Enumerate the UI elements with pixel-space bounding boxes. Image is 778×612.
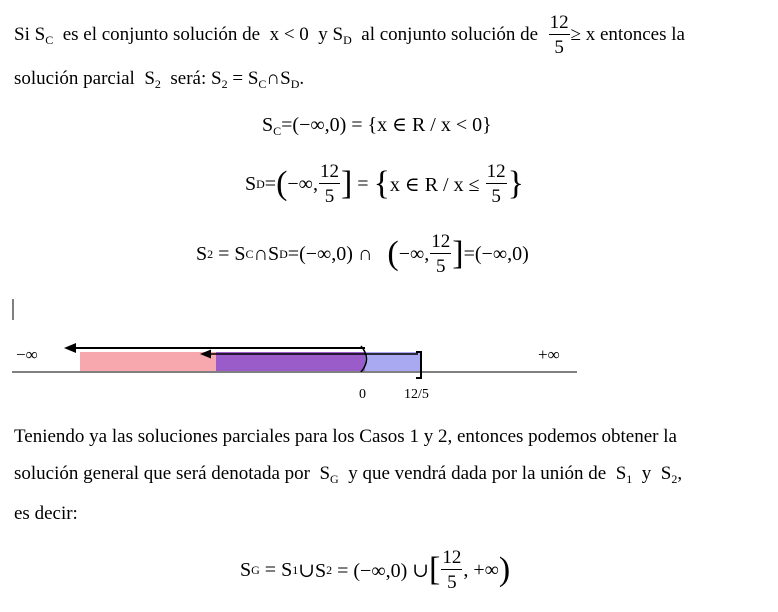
equation-s-g: S G = S 1 ∪S 2 = (−∞,0) ∪ [ $\frac{12}{5}$ , +∞ ) [240, 547, 511, 593]
fraction-12-5: $\frac{12}{5}$ [549, 12, 569, 58]
intro-si: Si [14, 24, 30, 45]
fraction-12-5: $\frac{12}{5}$ [442, 547, 462, 593]
pos-infinity-label: +∞ [538, 345, 560, 364]
paragraph-line-1: Teniendo ya las soluciones parciales para los Casos 1 y 2, entonces podemos obtener la [14, 426, 677, 447]
symbol-s-2: $S_2$ [660, 463, 678, 486]
overlap-interval-fill [216, 352, 365, 371]
paragraph-line-2: solución general que será denotada por $S_G$ y que vendrá dada por la unión de $S_1$ y $S_2$, [14, 463, 683, 486]
tick-label-zero: 0 [359, 387, 366, 402]
intro-text-1: es el conjunto solución de [62, 24, 261, 45]
condition-x-lt-0: x < 0 [269, 24, 309, 45]
s-c-arrow-head [64, 343, 76, 353]
fraction-12-5: $\frac{12}{5}$ [486, 161, 506, 207]
equation-s-2: S 2 = S C ∩S D =(−∞,0) ∩ ( −∞, $\frac{12}{5}$ ] =(−∞,0) [196, 231, 529, 277]
fraction-12-5: $\frac{12}{5}$ [431, 231, 451, 277]
intro-equation: $S_2$ = $S_C\cap S_D$ [211, 68, 300, 91]
symbol-s-d: $S_D$ [332, 24, 352, 47]
intro-line-2: solución parcial $S_2$ será: $S_2$ = $S_C\cap S_D$. [14, 68, 305, 91]
intro-text-4: será: [170, 68, 207, 89]
condition-geq-x: ≥ x entonces la [570, 24, 685, 45]
fraction-12-5: $\frac{12}{5}$ [319, 161, 339, 207]
intro-line-1 [14, 12, 685, 58]
neg-infinity-label: −∞ [16, 345, 38, 364]
intro-text-2: al conjunto solución de [361, 24, 539, 45]
number-line-diagram [0, 295, 778, 405]
symbol-s-2: $S_2$ [144, 68, 161, 91]
paragraph-line-3: es decir: [14, 503, 78, 524]
symbol-s-1: $S_1$ [615, 463, 633, 486]
intro-text-3: solución parcial [14, 68, 135, 89]
symbol-s-c: $S_C$ [34, 24, 54, 47]
intro-and: y [318, 24, 328, 45]
symbol-s-g: $S_G$ [319, 463, 339, 486]
equation-s-d: S D = ( −∞, $\frac{12}{5}$ ] = { x ∈ R / x ≤ $\frac{12}{5}$ } [245, 161, 524, 207]
tick-label-12-5: 12/5 [404, 387, 429, 402]
equation-s-c: $S_C=(-\infty,0) = \{x$ ∈ R / x < 0} [262, 114, 492, 138]
